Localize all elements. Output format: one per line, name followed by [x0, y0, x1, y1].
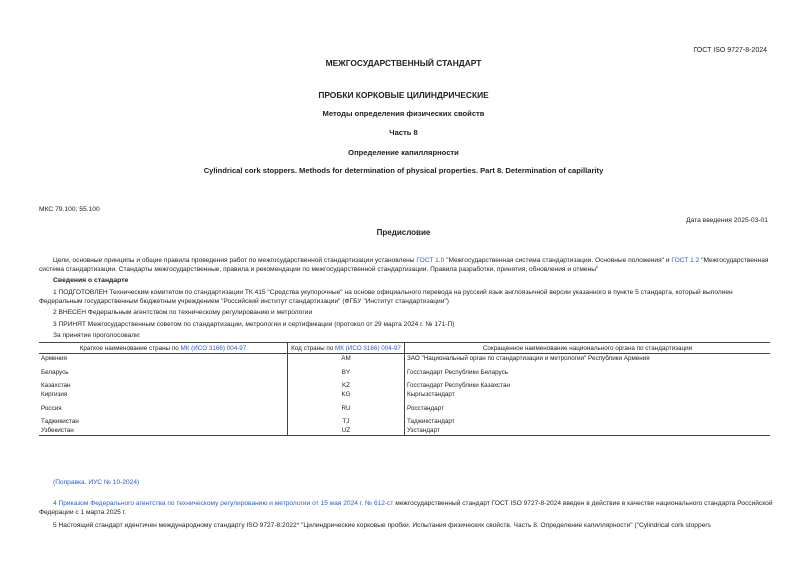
table-header-row [39, 343, 770, 354]
standard-type-heading: МЕЖГОСУДАРСТВЕННЫЙ СТАНДАРТ [325, 58, 482, 68]
gost-1-0-link[interactable]: ГОСТ 1.0 [416, 257, 445, 264]
gost-1-2-link[interactable]: ГОСТ 1.2 [671, 257, 700, 264]
document-part: Часть 8 [389, 128, 418, 137]
preface-item-1: 1 ПОДГОТОВЛЕН Техническим комитетом по стандартизации ТК 415 "Средства укупорочные" на основе официального перевода на русский язык англоязычной версии указанного в пункте 5 стандарта, который выполнен Федеральным государственным бюджетным учреждением "Российский институт стандартизации" (ФГБУ "Институт стандартизации") [39, 289, 733, 305]
body-cell: Росстандарт [406, 404, 444, 412]
introduction-date: Дата введения 2025-03-01 [685, 217, 768, 224]
mks-code: МКС 79.100; 55.100 [39, 206, 100, 213]
col-code-header [288, 343, 405, 354]
col-body-header: Сокращенное наименование национального органа по стандартизации [404, 343, 770, 354]
col-country-header [39, 343, 288, 354]
preface-item-2: 2 ВНЕСЕН Федеральным агентством по техническому регулированию и метрологии [53, 309, 313, 316]
preface-item-5: 5 Настоящий стандарт идентичен международному стандарту ISO 9727-8:2022* "Цилиндрические корковые пробки. Испытания физических свойств. Часть 8. Определение капиллярности" ("Cylindrical cork stoppers [53, 522, 711, 529]
code-cell: KG [288, 390, 405, 404]
classifier-link-1[interactable]: МК (ИСО 3166) 004-97 [180, 344, 247, 352]
code-cell: UZ [288, 426, 405, 436]
country-cell: Казахстан [41, 382, 71, 389]
body-cell: Узстандарт [404, 426, 770, 436]
item-4-text: межгосударственный стандарт ГОСТ ISO 9727-8-2024 введен в действие в качестве национального стандарта Российской Федерации с 1 марта 2025 г. [39, 500, 773, 516]
table-row [39, 426, 770, 436]
table-row [39, 390, 770, 404]
body-cell: Госстандарт Республики Беларусь [406, 368, 509, 376]
code-cell: RU [288, 404, 405, 418]
intro-text-c: "Межгосударственная система стандартизации. Стандарты межгосударственные, правила и рекомендации по межгосударственной стандартизации. Правила разработки, принятия, обновления и отмены" [39, 257, 769, 273]
code-cell: AM [288, 354, 405, 368]
code-cell: TJ [288, 417, 405, 426]
code-cell: BY [288, 368, 405, 382]
document-subtitle: Методы определения физических свойств [322, 109, 485, 118]
intro-text-a: Цели, основные принципы и общие правила проведения работ по межгосударственной стандартизации установлены [53, 257, 417, 264]
voted-label: За принятие проголосовали: [53, 332, 141, 339]
country-cell: Узбекистан [39, 426, 288, 436]
preface-heading: Предисловие [376, 228, 431, 237]
body-cell: Госстандарт Республики Казахстан [406, 382, 510, 389]
preface-intro [39, 256, 774, 274]
order-link[interactable]: 4 Приказом Федерального агентства по техническому регулированию и метрологии от 15 мая 2024 г. № 612-ст [53, 500, 394, 507]
correction-link[interactable]: (Поправка. ИУС № 10-2024) [53, 479, 140, 486]
table-row [39, 368, 770, 382]
voting-countries-table [39, 342, 770, 436]
country-cell: Россия [41, 404, 62, 412]
document-title: ПРОБКИ КОРКОВЫЕ ЦИЛИНДРИЧЕСКИЕ [318, 90, 489, 100]
document-definition: Определение капиллярности [348, 148, 459, 157]
english-title: Cylindrical cork stoppers. Methods for determination of physical properties. Part 8. Determination of capillarity [203, 166, 604, 175]
standard-info-heading: Сведения о стандарте [53, 277, 129, 284]
preface-item-4 [39, 499, 774, 517]
country-cell: Таджикистан [41, 418, 79, 425]
table-row [39, 417, 770, 426]
preface-item-3: 3 ПРИНЯТ Межгосударственным советом по стандартизации, метрологии и сертификации (протокол от 29 марта 2024 г. № 171-П) [53, 321, 455, 328]
country-cell: Беларусь [41, 368, 69, 376]
table-row [39, 404, 770, 418]
body-cell: Таджикстандарт [406, 418, 455, 425]
correction-note [53, 478, 139, 487]
intro-text-b: "Межгосударственная система стандартизации. Основные положения" и [444, 257, 672, 264]
country-cell: Армения [41, 355, 67, 362]
table-row [39, 354, 770, 368]
col-code-text: Код страны по [291, 344, 336, 352]
table-row [39, 381, 770, 390]
col-country-text: Краткое наименование страны по [79, 344, 181, 352]
country-cell: Киргизия [41, 391, 68, 398]
document-code: ГОСТ ISO 9727-8-2024 [693, 47, 767, 54]
classifier-link-2[interactable]: МК (ИСО 3166) 004-97 [335, 344, 401, 352]
body-cell: Кыргызстандарт [406, 391, 455, 398]
body-cell: ЗАО "Национальный орган по стандартизации и метрологии" Республики Армения [406, 355, 650, 362]
code-cell: KZ [288, 381, 405, 390]
